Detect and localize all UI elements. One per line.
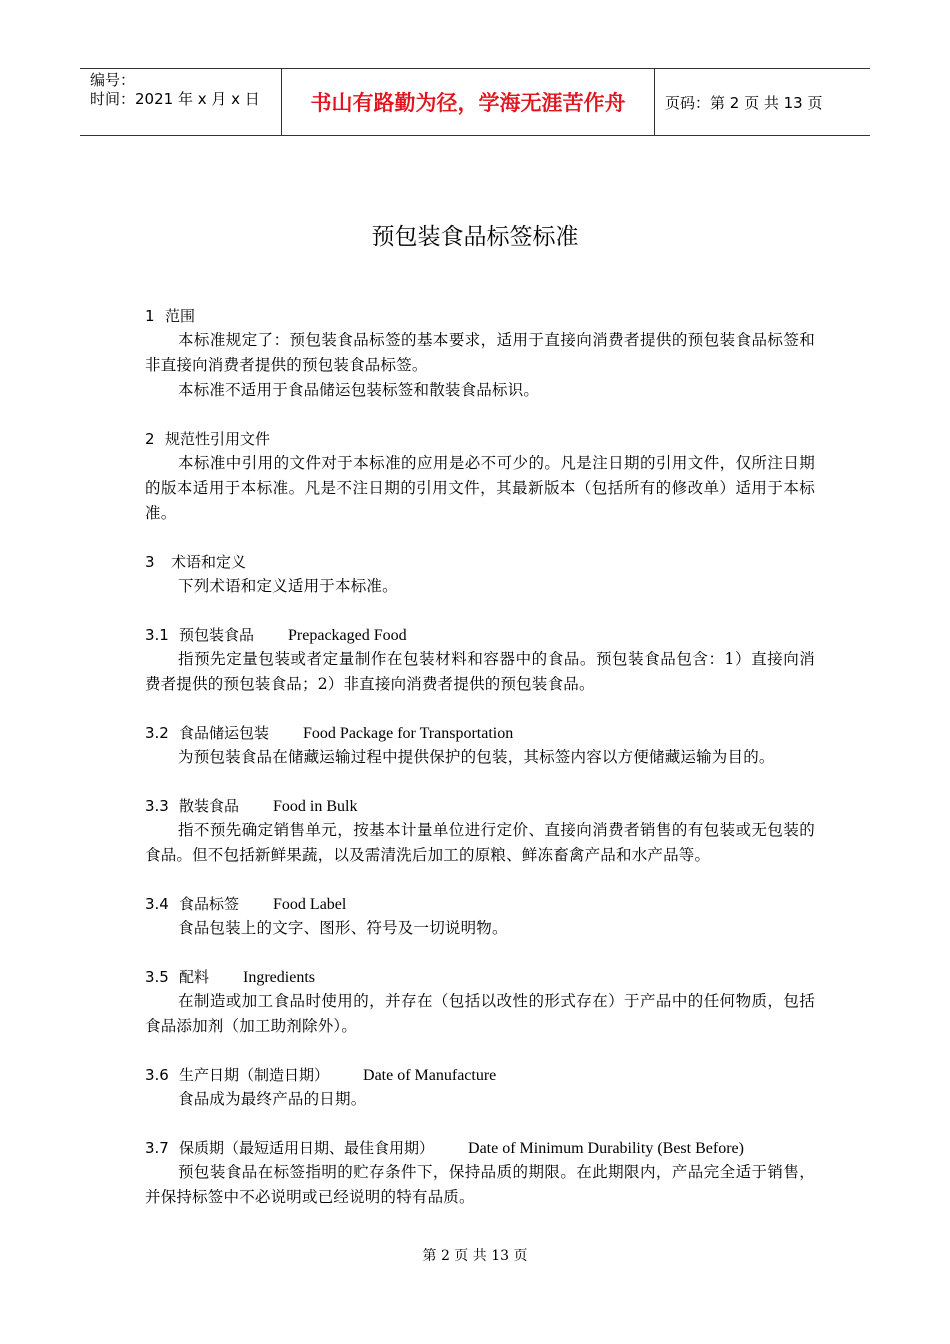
section-term: 散装食品 xyxy=(179,797,240,815)
section-number: 3.5 xyxy=(145,968,169,986)
section-term: 术语和定义 xyxy=(171,553,247,571)
section xyxy=(145,623,815,697)
section xyxy=(145,1136,815,1210)
section-number: 3.3 xyxy=(145,797,169,815)
page-footer: 第 2 页 共 13 页 xyxy=(422,1248,528,1264)
document-title: 预包装食品标签标准 xyxy=(371,224,579,250)
header-motto: 书山有路勤为径，学海无涯苦作舟 xyxy=(282,69,655,135)
section-term-english: Date of Minimum Durability (Best Before) xyxy=(468,1140,744,1157)
section-number: 3.2 xyxy=(145,724,169,742)
page-header xyxy=(80,68,870,136)
section-heading xyxy=(145,1136,815,1160)
section xyxy=(145,965,815,1039)
section-term: 食品储运包装 xyxy=(179,724,270,742)
section-paragraph: 本标准不适用于食品储运包装标签和散装食品标识。 xyxy=(178,381,540,399)
section xyxy=(145,304,815,403)
document-date: 时间：2021 年 x 月 x 日 xyxy=(90,90,260,108)
section-term: 规范性引用文件 xyxy=(165,430,271,448)
section-paragraph: 食品包装上的文字、图形、符号及一切说明物。 xyxy=(178,919,508,937)
section-paragraph: 本标准规定了：预包装食品标签的基本要求，适用于直接向消费者提供的预包装食品标签和非直接向消费者提供的预包装食品标签。 xyxy=(145,331,815,374)
document-number: 编号： xyxy=(90,71,136,89)
header-page-info: 页码：第 2 页 共 13 页 xyxy=(665,93,823,112)
section-number: 3.4 xyxy=(145,895,169,913)
section-heading xyxy=(145,304,815,328)
section-paragraph: 为预包装食品在储藏运输过程中提供保护的包装，其标签内容以方便储藏运输为目的。 xyxy=(178,748,775,766)
section-number: 2 xyxy=(145,430,155,448)
section-heading xyxy=(145,1063,815,1087)
section-paragraph: 指不预先确定销售单元，按基本计量单位进行定价、直接向消费者销售的有包装或无包装的食品。但不包括新鲜果蔬，以及需清洗后加工的原粮、鲜冻畜禽产品和水产品等。 xyxy=(145,821,815,864)
section-paragraph: 食品成为最终产品的日期。 xyxy=(178,1090,367,1108)
section-paragraph: 指预先定量包装或者定量制作在包装材料和容器中的食品。预包装食品包含：1）直接向消费者提供的预包装食品；2）非直接向消费者提供的预包装食品。 xyxy=(145,650,815,693)
section-number: 1 xyxy=(145,307,155,325)
section xyxy=(145,794,815,868)
section xyxy=(145,892,815,941)
section xyxy=(145,427,815,526)
section-term-english: Ingredients xyxy=(243,969,315,986)
section-paragraph: 下列术语和定义适用于本标准。 xyxy=(178,577,398,595)
section-term: 配料 xyxy=(179,968,210,986)
section-term: 保质期（最短适用日期、最佳食用期） xyxy=(179,1139,435,1157)
section-term: 生产日期（制造日期） xyxy=(179,1066,330,1084)
section-heading xyxy=(145,550,815,574)
header-meta xyxy=(80,69,282,135)
section-heading xyxy=(145,427,815,451)
section-paragraph: 在制造或加工食品时使用的，并存在（包括以改性的形式存在）于产品中的任何物质，包括食品添加剂（加工助剂除外）。 xyxy=(145,992,815,1035)
section-heading xyxy=(145,721,815,745)
section-number: 3.1 xyxy=(145,626,169,644)
section-heading xyxy=(145,794,815,818)
section xyxy=(145,550,815,599)
section-number: 3 xyxy=(145,553,155,571)
section-heading xyxy=(145,623,815,647)
section-heading xyxy=(145,965,815,989)
section-term-english: Food Label xyxy=(273,896,347,913)
section-term-english: Food in Bulk xyxy=(273,798,358,815)
document-body xyxy=(145,304,815,1234)
section-number: 3.7 xyxy=(145,1139,169,1157)
section-term: 预包装食品 xyxy=(179,626,255,644)
section-number: 3.6 xyxy=(145,1066,169,1084)
section xyxy=(145,1063,815,1112)
section-term-english: Prepackaged Food xyxy=(288,627,407,644)
section-paragraph: 本标准中引用的文件对于本标准的应用是必不可少的。凡是注日期的引用文件，仅所注日期的版本适用于本标准。凡是不注日期的引用文件，其最新版本（包括所有的修改单）适用于本标准。 xyxy=(145,454,815,522)
section-term-english: Food Package for Transportation xyxy=(303,725,514,742)
section-term: 范围 xyxy=(165,307,196,325)
section-heading xyxy=(145,892,815,916)
section xyxy=(145,721,815,770)
section-paragraph: 预包装食品在标签指明的贮存条件下，保持品质的期限。在此期限内，产品完全适于销售，并保持标签中不必说明或已经说明的特有品质。 xyxy=(145,1163,815,1206)
section-term-english: Date of Manufacture xyxy=(363,1067,497,1084)
section-term: 食品标签 xyxy=(179,895,240,913)
